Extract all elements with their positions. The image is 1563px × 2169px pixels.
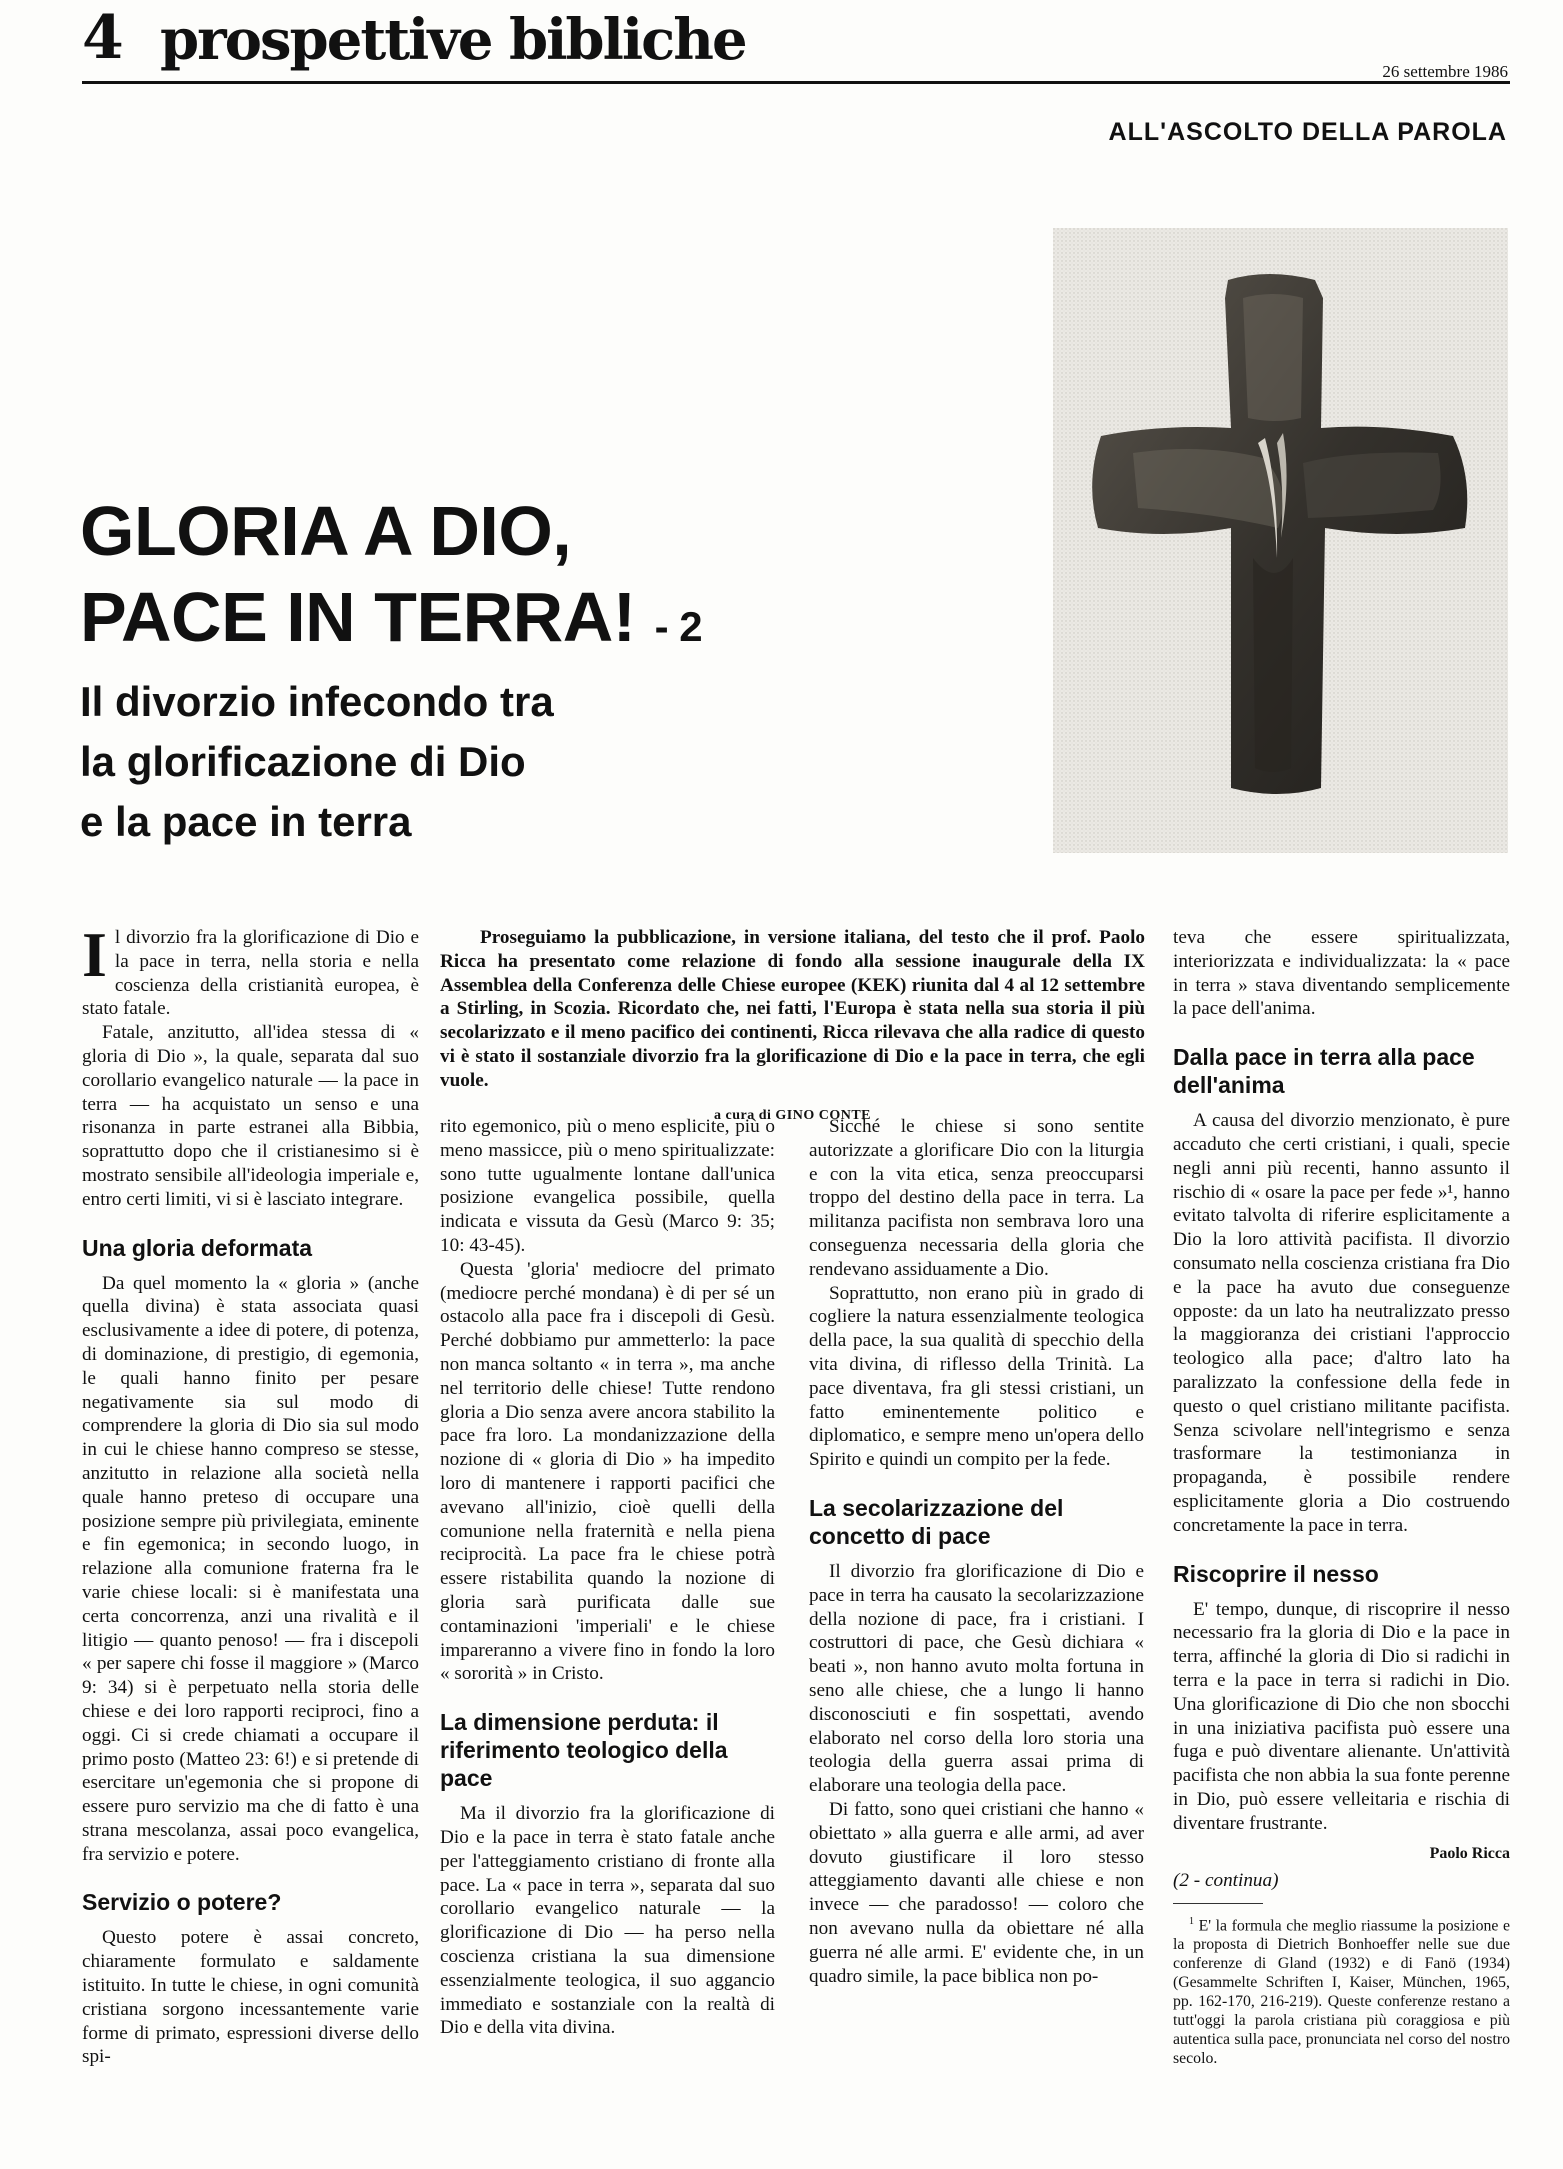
subheadline-line-2: la glorificazione di Dio: [80, 738, 526, 785]
opening-paragraph-text: l divorzio fra la glorificazione di Dio e la pace in terra, nella storia e nella coscienza della cristianità europea, è stato fatale.: [82, 927, 419, 1020]
section-heading: Servizio o potere?: [82, 1889, 282, 1916]
paragraph: Questa 'gloria' mediocre del primato (mediocre perché mondana) è di per sé un ostacolo alla pace fra i discepoli di Gesù. Perché dobbiamo pur ammetterlo: la pace non manca soltanto « in terra », ma anche nel territorio delle chiese! Tutte rendono gloria a Dio senza avere ancora stabilito la pace fra loro. La mondanizzazione della nozione di « gloria di Dio » ha impedito loro di mantenere i rapporti pacifici che avevano all'inizio, cioè quelli della comunione nella fraternità e nella piena reciprocità. La pace fra le chiese potrà essere ristabilita quando la nozione di gloria sarà purificata dalle sue contaminazioni 'imperiali' e le chiese impareranno a vivere fino in fondo la loro « sororità » in Cristo.: [440, 1258, 775, 1685]
headline-part-number: - 2: [654, 603, 703, 650]
article-column-1: [82, 919, 419, 2069]
author-signature: Paolo Ricca: [1429, 1844, 1510, 1862]
paragraph: Ma il divorzio fra la glorificazione di Dio e la pace in terra è stato fatale anche per l'atteggiamento cristiano di fronte alla pace. La « pace in terra », separata dal suo corollario evangelico naturale — la glorificazione di Dio — ha perso nella coscienza cristiana la sua dimensione essenzialmente teologica, il suo aggancio immediato e sostanziale con la realtà di Dio e della vita divina.: [440, 1803, 775, 2039]
paragraph: Di fatto, sono quei cristiani che hanno « obiettato » alla guerra e alle armi, ad aver dovuto giustificare il loro stesso atteggiamento davanti alle chiese e non invece — che paradosso! — coloro che non avevano nulla da obiettare né alla guerra né alle armi. E' evidente che, in un quadro simile, la pace biblica non po-: [809, 1798, 1144, 1987]
paragraph: E' tempo, dunque, di riscoprire il nesso necessario fra la gloria di Dio e la pace in terra, affinché la gloria di Dio si radichi in terra e la pace in terra si radichi in Dio. Una glorificazione di Dio che non sbocchi in una iniziativa pacifista può essere una fuga e può diventare alienante. Un'attività pacifista che non abbia la sua fonte perenne in Dio, può essere velleitaria e rischia di diventare frustrante.: [1173, 1598, 1510, 1834]
page-number: 4: [82, 3, 124, 73]
headline: [80, 488, 702, 670]
drop-cap: I: [82, 919, 107, 990]
editor-credit: a cura di GINO CONTE: [713, 1108, 871, 1123]
masthead-rule: [82, 81, 1510, 84]
intro-standfirst: Proseguiamo la pubblicazione, in versione italiana, del testo che il prof. Paolo Ricca ha presentato come relazione di fondo alla sessione inaugurale della IX Assemblea della Conferenza delle Chiese europee (KEK) riunita dal 4 al 12 settembre a Stirling, in Scozia. Ricordato che, nei fatti, l'Europa è stata nella sua storia il più secolarizzato e il meno pacifico dei continenti, Ricca rilevava che alla radice di questo vi è stato il sostanziale divorzio fra la glorificazione di Dio e la pace in terra, che egli vuole.: [440, 927, 1145, 1091]
section-heading: La secolarizzazione del concetto di pace: [809, 1494, 1064, 1549]
subheadline-line-1: Il divorzio infecondo tra: [80, 678, 554, 725]
headline-line-2: PACE IN TERRA!: [80, 578, 636, 656]
cross-photo: [1053, 228, 1508, 853]
subheadline-line-3: e la pace in terra: [80, 798, 412, 845]
opening-paragraph: [82, 919, 419, 1021]
section-heading: Riscoprire il nesso: [1173, 1560, 1379, 1587]
paragraph: Questo potere è assai concreto, chiaramente formulato e saldamente istituito. In tutte le chiese, in ogni comunità cristiana sorgono incessantemente varie forme di primato, espressioni diverse dello spi-: [82, 1927, 419, 2068]
section-label: ALL'ASCOLTO DELLA PAROLA: [1108, 118, 1507, 146]
paragraph: Da quel momento la « gloria » (anche quella divina) è stata associata quasi esclusivamente a idee di potere, di potenza, di dominazione, di prestigio, di egemonia, le quali hanno finito per pesare negativamente sia sul modo di comprendere la gloria di Dio sia sul modo in cui le chiese hanno compreso se stesse, anzitutto in relazione alla società nella quale hanno preteso di occupare una posizione sempre più privilegiata, eminente e fin egemonica; in secondo luogo, in relazione alla comunione fraterna fra le varie chiese locali: si è manifestata una certa concorrenza, anzi una rivalità e il litigio — quanto penoso! — fra i discepoli « per sapere chi fosse il maggiore » (Marco 9: 34) si è perpetuato nella storia delle chiese e dei loro rapporti reciproci, fino a oggi. Ci si crede chiamati a occupare il primo posto (Matteo 23: 6!) e si pretende di esercitare un'egemonia che si propone di essere puro servizio ma che di fatto è una strana mescolanza, assai poco evangelica, fra servizio e potere.: [82, 1272, 419, 1865]
article-column-4: [1173, 926, 1510, 2068]
paragraph: A causa del divorzio menzionato, è pure accaduto che certi cristiani, i quali, specie negli anni più recenti, hanno assunto il rischio di « osare la pace per fede »¹, hanno evitato talvolta di riferire esplicitamente a Dio la loro attività pacifista. Il divorzio consumato nella coscienza cristiana fra Dio e la pace ha avuto due conseguenze opposte: da un lato ha neutralizzato presso la maggioranza dei cristiani l'approccio teologico alla pace; d'altro lato ha paralizzato la confessione della fede in questo o quel cristiano militante pacifista. Senza scivolare nell'integrismo e senza trasformare la testimonianza in propaganda, è possibile rendere esplicitamente gloria a Dio costruendo concretamente la pace in terra.: [1173, 1110, 1510, 1536]
paragraph: Soprattutto, non erano più in grado di cogliere la natura essenzialmente teologica della pace, la sua qualità di specchio della vita divina, di riflesso della Trinità. La pace diventava, fra gli stessi cristiani, un fatto eminentemente politico e diplomatico, e sempre meno un'opera dello Spirito e quindi un compito per la fede.: [809, 1282, 1144, 1471]
paragraph: teva che essere spiritualizzata, interiorizzata e individualizzata: la « pace in terra » stava diventando semplicemente la pace dell'anima.: [1173, 927, 1510, 1020]
article-column-2: [440, 1115, 775, 2040]
headline-line-1: GLORIA A DIO,: [80, 492, 572, 570]
footnote-rule: [1173, 1903, 1263, 1904]
section-heading: La dimensione perduta: il riferimento teologico della pace: [440, 1709, 728, 1792]
article-column-3: [809, 1115, 1144, 1988]
paragraph: rito egemonico, più o meno esplicite, più o meno massicce, più o meno spiritualizzate: sono tutte ugualmente lontane dall'unica posizione evangelica possibile, quella indicata e vissuta da Gesù (Marco 9: 35; 10: 43-45).: [440, 1116, 775, 1256]
footnote: [1173, 1912, 1510, 2068]
section-heading: Una gloria deformata: [82, 1234, 313, 1261]
paragraph: Sicché le chiese si sono sentite autorizzate a glorificare Dio con la liturgia e con la vita etica, senza preoccuparsi troppo del destino della pace in terra. La militanza pacifista non sembrava loro una conseguenza necessaria della gloria che rendevano assiduamente a Dio.: [809, 1116, 1144, 1280]
subheadline: [80, 672, 554, 852]
footnote-mark: 1: [1189, 1916, 1194, 1928]
issue-date: 26 settembre 1986: [1382, 62, 1508, 81]
section-heading: Dalla pace in terra alla pace dell'anima: [1173, 1044, 1475, 1099]
masthead-title: prospettive bibliche: [160, 7, 746, 73]
paragraph: Il divorzio fra glorificazione di Dio e pace in terra ha causato la secolarizzazione della nozione di pace, fra i cristiani. I costruttori di pace, che Gesù dichiara « beati », non hanno avuto molta fortuna in seno alle chiese, che a lungo li hanno disconosciuti e fin sospettati, avendo elaborato nel corso della loro storia una teologia della guerra assai prima di elaborare una teologia della pace.: [809, 1560, 1144, 1797]
cross-sculpture-image: [1053, 228, 1508, 853]
paragraph: Fatale, anzitutto, all'idea stessa di « gloria di Dio », la quale, separata dal suo corollario evangelico naturale — la pace in terra — ha acquistato un senso e una risonanza in parte estranei alla Bibbia, soprattutto dopo che il cristianesimo si è mostrato sensibile all'ideologia imperiale e, entro certi limiti, vi si è lasciato integrare.: [82, 1022, 419, 1210]
footnote-text: E' la formula che meglio riassume la posizione e la proposta di Dietrich Bonhoeffer nelle sue due conferenze di Gland (1932) e di Fanö (1934) (Gesammelte Schriften I, Kaiser, München, 1965, pp. 162-170, 216-219). Queste conferenze restano a tutt'oggi la parola cristiana più coraggiosa e più autentica sulla pace, pronunciata nel corso del nostro secolo.: [1173, 1917, 1510, 2068]
continued-note: (2 - continua): [1173, 1870, 1279, 1892]
